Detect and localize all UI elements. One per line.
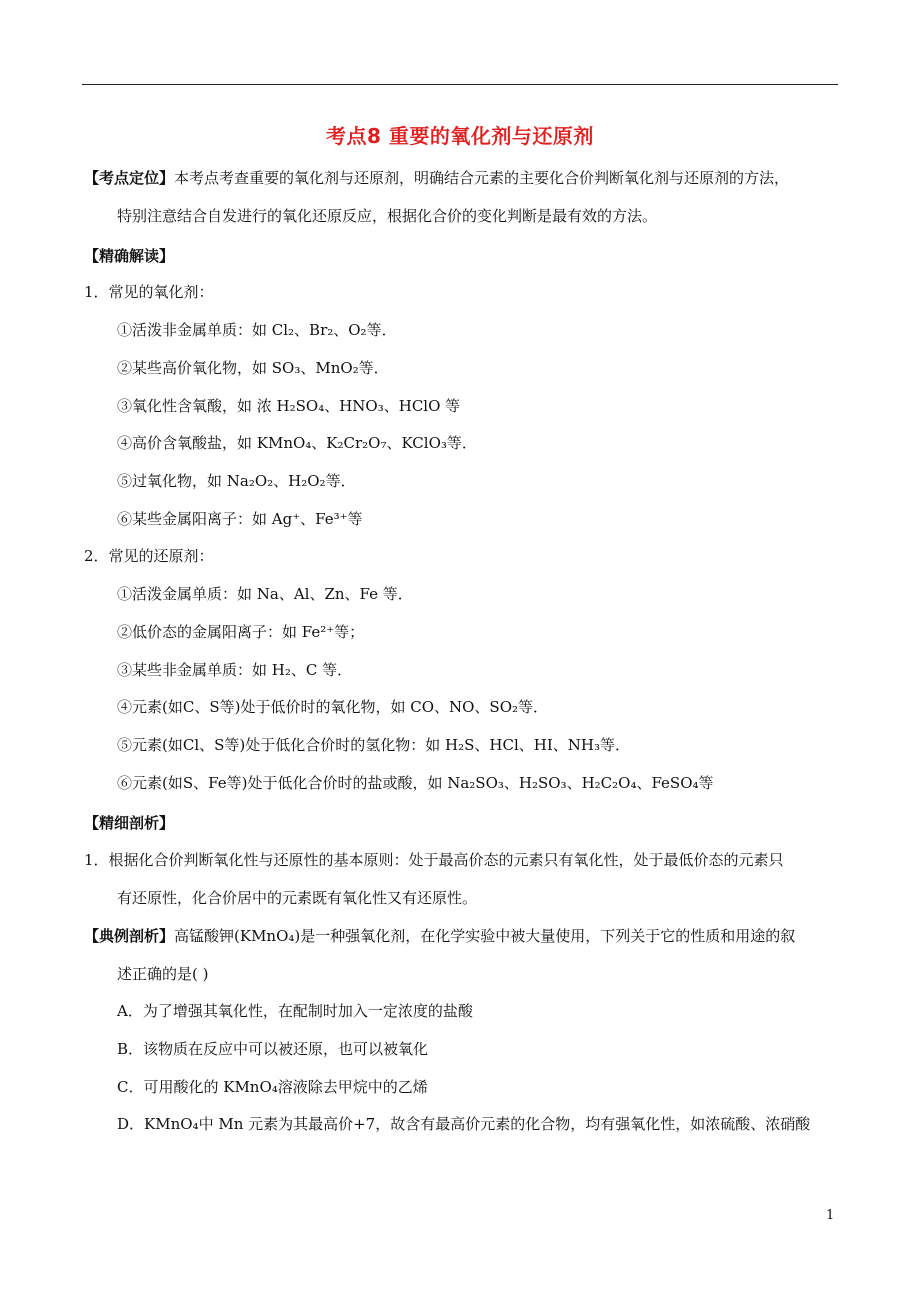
position-paragraph [84,168,789,188]
example-question-line1: 高锰酸钾(KMnO₄)是一种强氧化剂，在化学实验中被大量使用，下列关于它的性质和用途的叙 [174,927,796,945]
option-a: A．为了增强其氧化性，在配制时加入一定浓度的盐酸 [117,1002,473,1020]
reductant-section-title: 2．常见的还原剂： [84,547,214,565]
reductant-item-3: ③某些非金属单质：如 H₂、C 等． [117,661,353,679]
header-rule [82,84,838,85]
page-title: 考点8 重要的氧化剂与还原剂 [326,124,594,148]
option-c: C．可用酸化的 KMnO₄溶液除去甲烷中的乙烯 [117,1078,428,1096]
oxidant-item-5: ⑤过氧化物，如 Na₂O₂、H₂O₂等． [117,472,356,490]
reductant-item-1: ①活泼金属单质：如 Na、Al、Zn、Fe 等． [117,585,413,603]
reductant-item-5: ⑤元素(如Cl、S等)处于低化合价时的氢化物：如 H₂S、HCl、HI、NH₃等． [117,736,630,754]
reductant-item-6: ⑥元素(如S、Fe等)处于低化合价时的盐或酸，如 Na₂SO₃、H₂SO₃、H₂C₂O₄、FeSO₄等 [117,774,714,792]
jingxi-heading: 【精细剖析】 [84,814,175,832]
position-label: 【考点定位】 [84,169,175,187]
reductant-item-2: ②低价态的金属阳离子：如 Fe²⁺等； [117,623,365,641]
oxidant-item-2: ②某些高价氧化物，如 SO₃、MnO₂等． [117,359,389,377]
page-number: 1 [826,1208,835,1223]
jingxi-text-line2: 有还原性，化合价居中的元素既有氧化性又有还原性。 [117,889,478,907]
oxidant-item-3: ③氧化性含氧酸，如 浓 H₂SO₄、HNO₃、HClO 等 [117,397,461,415]
option-b: B．该物质在反应中可以被还原，也可以被氧化 [117,1040,429,1058]
jingque-heading: 【精确解读】 [84,247,175,265]
oxidant-item-4: ④高价含氧酸盐，如 KMnO₄、K₂Cr₂O₇、KClO₃等． [117,434,477,452]
position-text-line2: 特别注意结合自发进行的氧化还原反应，根据化合价的变化判断是最有效的方法。 [117,207,658,225]
example-label: 【典例剖析】 [84,927,175,945]
option-d: D．KMnO₄中 Mn 元素为其最高价+7，故含有最高价元素的化合物，均有强氧化性，如浓硫酸、浓硝酸 [117,1115,811,1133]
position-text-line1: 本考点考查重要的氧化剂与还原剂，明确结合元素的主要化合价判断氧化剂与还原剂的方法， [174,169,790,187]
jingxi-text-line1: 1．根据化合价判断氧化性与还原性的基本原则：处于最高价态的元素只有氧化性，处于最低价态的元素只 [84,851,784,869]
reductant-item-4: ④元素(如C、S等)处于低价时的氧化物，如 CO、NO、SO₂等． [117,698,549,716]
example-paragraph [84,926,795,946]
oxidant-item-6: ⑥某些金属阳离子：如 Ag⁺、Fe³⁺等 [117,510,363,528]
example-question-line2: 述正确的是( ) [117,965,209,983]
oxidant-section-title: 1．常见的氧化剂： [84,283,214,301]
oxidant-item-1: ①活泼非金属单质：如 Cl₂、Br₂、O₂等． [117,321,397,339]
